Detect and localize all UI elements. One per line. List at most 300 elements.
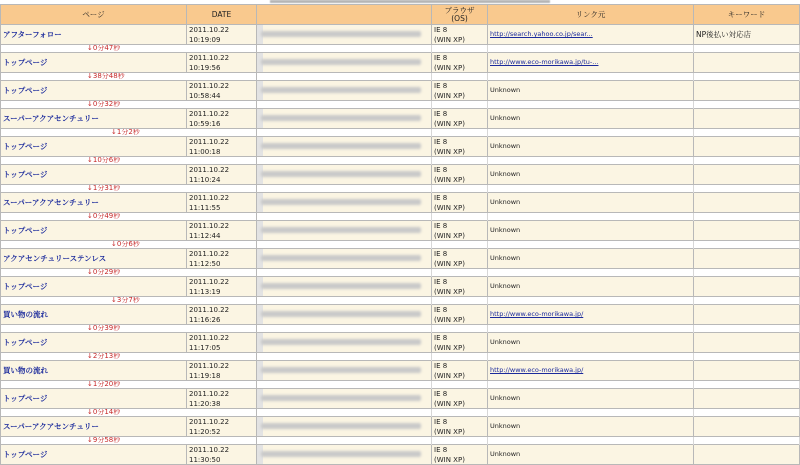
dwell-time-row xyxy=(1,297,800,305)
page-link[interactable]: トップページ xyxy=(3,282,48,291)
browser-name: IE 8 xyxy=(434,306,448,314)
gap-spacer xyxy=(488,353,694,361)
browser-name: IE 8 xyxy=(434,418,448,426)
browser-cell xyxy=(432,417,488,437)
browser-name: IE 8 xyxy=(434,446,448,454)
table-row xyxy=(1,277,800,297)
dwell-time-label: ↓0分39秒 xyxy=(87,324,121,332)
visit-date: 2011.10.22 xyxy=(189,390,230,398)
page-link[interactable]: トップページ xyxy=(3,142,48,151)
gap-spacer xyxy=(488,241,694,249)
dwell-time xyxy=(1,73,257,81)
access-log-body xyxy=(1,25,800,465)
dwell-time xyxy=(1,437,257,445)
gap-spacer xyxy=(488,185,694,193)
page-link[interactable]: トップページ xyxy=(3,86,48,95)
gap-spacer xyxy=(694,353,800,361)
page-link[interactable]: トップページ xyxy=(3,338,48,347)
referrer-text: Unknown xyxy=(490,170,521,178)
gap-spacer xyxy=(432,297,488,305)
visit-time: 11:13:19 xyxy=(189,287,221,296)
gap-spacer xyxy=(694,129,800,137)
page-link[interactable]: トップページ xyxy=(3,170,48,179)
page-link[interactable]: トップページ xyxy=(3,226,48,235)
referrer-cell xyxy=(488,389,694,409)
gap-spacer xyxy=(257,381,432,389)
page-cell xyxy=(1,417,187,437)
table-row xyxy=(1,333,800,353)
dwell-time xyxy=(1,129,257,137)
browser-os: (WIN XP) xyxy=(434,63,465,72)
page-link[interactable]: スーパーアクアセンチュリー xyxy=(3,114,99,123)
visit-time: 11:12:50 xyxy=(189,259,221,268)
gap-spacer xyxy=(432,45,488,53)
visit-time: 11:19:18 xyxy=(189,371,221,380)
visit-time: 11:30:50 xyxy=(189,455,221,464)
table-row xyxy=(1,445,800,465)
visit-time: 11:20:38 xyxy=(189,399,221,408)
gap-spacer xyxy=(432,213,488,221)
gap-spacer xyxy=(432,73,488,81)
dwell-time-label: ↓10分6秒 xyxy=(87,156,121,164)
referrer-cell xyxy=(488,165,694,185)
gap-spacer xyxy=(488,213,694,221)
ip-cell-redacted xyxy=(257,361,432,381)
visit-time: 10:59:16 xyxy=(189,119,221,128)
browser-os: (WIN XP) xyxy=(434,203,465,212)
dwell-time-label: ↓9分58秒 xyxy=(87,436,121,444)
gap-spacer xyxy=(432,241,488,249)
referrer-cell xyxy=(488,417,694,437)
referrer-text: Unknown xyxy=(490,254,521,262)
dwell-time-label: ↓1分20秒 xyxy=(87,380,121,388)
browser-cell xyxy=(432,25,488,45)
ip-cell-redacted xyxy=(257,277,432,297)
browser-name: IE 8 xyxy=(434,138,448,146)
dwell-time xyxy=(1,353,257,361)
page-link[interactable]: トップページ xyxy=(3,58,48,67)
dwell-time-row xyxy=(1,241,800,249)
referrer-link[interactable]: http://www.eco-morikawa.jp/ xyxy=(490,310,584,318)
keyword-cell xyxy=(694,417,800,437)
visit-date: 2011.10.22 xyxy=(189,138,230,146)
table-row xyxy=(1,249,800,269)
gap-spacer xyxy=(488,325,694,333)
dwell-time-row xyxy=(1,185,800,193)
browser-os: (WIN XP) xyxy=(434,259,465,268)
dwell-time-row xyxy=(1,353,800,361)
browser-os: (WIN XP) xyxy=(434,147,465,156)
page-link[interactable]: アクアセンチュリーステンレス xyxy=(3,254,107,263)
browser-cell xyxy=(432,81,488,101)
gap-spacer xyxy=(257,409,432,417)
browser-os: (WIN XP) xyxy=(434,315,465,324)
referrer-cell xyxy=(488,277,694,297)
browser-name: IE 8 xyxy=(434,250,448,258)
visit-time: 11:10:24 xyxy=(189,175,221,184)
gap-spacer xyxy=(257,129,432,137)
gap-spacer xyxy=(488,45,694,53)
keyword-cell xyxy=(694,25,800,45)
ip-cell-redacted xyxy=(257,81,432,101)
gap-spacer xyxy=(257,437,432,445)
page-cell xyxy=(1,445,187,465)
keyword-cell xyxy=(694,81,800,101)
dwell-time xyxy=(1,297,257,305)
browser-os: (WIN XP) xyxy=(434,427,465,436)
ip-cell-redacted xyxy=(257,109,432,129)
referrer-cell xyxy=(488,305,694,325)
gap-spacer xyxy=(694,241,800,249)
page-cell xyxy=(1,25,187,45)
browser-cell xyxy=(432,165,488,185)
keyword-cell xyxy=(694,249,800,269)
page-cell xyxy=(1,193,187,213)
page-cell xyxy=(1,277,187,297)
dwell-time xyxy=(1,269,257,277)
visit-date: 2011.10.22 xyxy=(189,446,230,454)
browser-name: IE 8 xyxy=(434,110,448,118)
ip-cell-redacted xyxy=(257,221,432,241)
visit-date: 2011.10.22 xyxy=(189,26,230,34)
dwell-time xyxy=(1,185,257,193)
gap-spacer xyxy=(257,241,432,249)
gap-spacer xyxy=(432,101,488,109)
date-cell xyxy=(187,305,257,325)
referrer-text: Unknown xyxy=(490,114,521,122)
page-link[interactable]: 買い物の流れ xyxy=(3,366,48,375)
page-link[interactable]: スーパーアクアセンチュリー xyxy=(3,422,99,431)
browser-cell xyxy=(432,137,488,157)
dwell-time-label: ↓1分2秒 xyxy=(111,128,140,136)
referrer-text: Unknown xyxy=(490,282,521,290)
referrer-cell xyxy=(488,221,694,241)
table-row xyxy=(1,193,800,213)
visit-time: 10:19:09 xyxy=(189,35,221,44)
referrer-link[interactable]: http://www.eco-morikawa.jp/tu-... xyxy=(490,58,599,66)
keyword-cell xyxy=(694,277,800,297)
referrer-cell xyxy=(488,81,694,101)
gap-spacer xyxy=(694,45,800,53)
date-cell xyxy=(187,221,257,241)
page-cell xyxy=(1,109,187,129)
gap-spacer xyxy=(257,73,432,81)
gap-spacer xyxy=(488,269,694,277)
table-row xyxy=(1,109,800,129)
column-header-date: DATE xyxy=(187,5,257,25)
ip-cell-redacted xyxy=(257,417,432,437)
browser-cell xyxy=(432,333,488,353)
gap-spacer xyxy=(694,269,800,277)
visit-date: 2011.10.22 xyxy=(189,418,230,426)
gap-spacer xyxy=(432,325,488,333)
column-header-keyword: キーワード xyxy=(694,5,800,25)
visit-time: 11:16:26 xyxy=(189,315,221,324)
gap-spacer xyxy=(432,185,488,193)
gap-spacer xyxy=(694,73,800,81)
browser-name: IE 8 xyxy=(434,26,448,34)
date-cell xyxy=(187,361,257,381)
gap-spacer xyxy=(694,325,800,333)
access-log-table xyxy=(0,4,800,465)
referrer-cell xyxy=(488,249,694,269)
gap-spacer xyxy=(257,157,432,165)
table-header-row xyxy=(1,5,800,25)
dwell-time xyxy=(1,213,257,221)
dwell-time-label: ↓0分6秒 xyxy=(111,240,140,248)
browser-cell xyxy=(432,277,488,297)
gap-spacer xyxy=(694,437,800,445)
gap-spacer xyxy=(257,45,432,53)
table-row xyxy=(1,361,800,381)
dwell-time-row xyxy=(1,269,800,277)
referrer-text: Unknown xyxy=(490,198,521,206)
gap-spacer xyxy=(257,269,432,277)
dwell-time xyxy=(1,325,257,333)
page-cell xyxy=(1,389,187,409)
page-cell xyxy=(1,305,187,325)
dwell-time xyxy=(1,409,257,417)
dwell-time-label: ↓38分48秒 xyxy=(87,72,125,80)
browser-name: IE 8 xyxy=(434,166,448,174)
keyword-cell xyxy=(694,333,800,353)
browser-os: (WIN XP) xyxy=(434,91,465,100)
visit-date: 2011.10.22 xyxy=(189,82,230,90)
gap-spacer xyxy=(694,185,800,193)
table-row xyxy=(1,53,800,73)
visit-time: 11:00:18 xyxy=(189,147,221,156)
browser-os: (WIN XP) xyxy=(434,231,465,240)
keyword-cell xyxy=(694,445,800,465)
browser-cell xyxy=(432,109,488,129)
dwell-time-row xyxy=(1,437,800,445)
table-row xyxy=(1,137,800,157)
visit-date: 2011.10.22 xyxy=(189,110,230,118)
page-link[interactable]: トップページ xyxy=(3,450,48,459)
date-cell xyxy=(187,193,257,213)
gap-spacer xyxy=(488,409,694,417)
browser-cell xyxy=(432,53,488,73)
gap-spacer xyxy=(432,353,488,361)
date-cell xyxy=(187,333,257,353)
browser-name: IE 8 xyxy=(434,278,448,286)
gap-spacer xyxy=(488,129,694,137)
dwell-time-row xyxy=(1,129,800,137)
date-cell xyxy=(187,389,257,409)
gap-spacer xyxy=(432,409,488,417)
gap-spacer xyxy=(257,185,432,193)
browser-os: (WIN XP) xyxy=(434,399,465,408)
gap-spacer xyxy=(488,381,694,389)
dwell-time xyxy=(1,381,257,389)
page-cell xyxy=(1,137,187,157)
table-row xyxy=(1,417,800,437)
dwell-time-row xyxy=(1,325,800,333)
browser-cell xyxy=(432,445,488,465)
visit-date: 2011.10.22 xyxy=(189,250,230,258)
browser-name: IE 8 xyxy=(434,222,448,230)
referrer-cell xyxy=(488,361,694,381)
dwell-time-label: ↓0分47秒 xyxy=(87,44,121,52)
dwell-time-label: ↓0分32秒 xyxy=(87,100,121,108)
gap-spacer xyxy=(257,325,432,333)
visit-date: 2011.10.22 xyxy=(189,306,230,314)
dwell-time xyxy=(1,45,257,53)
browser-cell xyxy=(432,305,488,325)
table-row xyxy=(1,305,800,325)
browser-name: IE 8 xyxy=(434,334,448,342)
gap-spacer xyxy=(694,381,800,389)
browser-cell xyxy=(432,221,488,241)
page-link[interactable]: アフターフォロー xyxy=(3,30,62,39)
visit-date: 2011.10.22 xyxy=(189,222,230,230)
visit-time: 11:12:44 xyxy=(189,231,221,240)
gap-spacer xyxy=(488,73,694,81)
browser-os: (WIN XP) xyxy=(434,175,465,184)
visit-date: 2011.10.22 xyxy=(189,278,230,286)
referrer-cell xyxy=(488,53,694,73)
dwell-time-row xyxy=(1,73,800,81)
table-row xyxy=(1,81,800,101)
referrer-text: Unknown xyxy=(490,422,521,430)
page-cell xyxy=(1,361,187,381)
keyword-cell xyxy=(694,165,800,185)
gap-spacer xyxy=(257,213,432,221)
referrer-link[interactable]: http://search.yahoo.co.jp/sear... xyxy=(490,30,593,38)
ip-cell-redacted xyxy=(257,249,432,269)
dwell-time-label: ↓0分14秒 xyxy=(87,408,121,416)
date-cell xyxy=(187,109,257,129)
browser-os: (WIN XP) xyxy=(434,455,465,464)
gap-spacer xyxy=(488,437,694,445)
browser-os: (WIN XP) xyxy=(434,119,465,128)
visit-date: 2011.10.22 xyxy=(189,194,230,202)
dwell-time-row xyxy=(1,45,800,53)
gap-spacer xyxy=(694,409,800,417)
gap-spacer xyxy=(694,213,800,221)
referrer-cell xyxy=(488,25,694,45)
keyword-text: NP後払い対応店 xyxy=(696,30,752,39)
keyword-cell xyxy=(694,305,800,325)
browser-os: (WIN XP) xyxy=(434,371,465,380)
visit-date: 2011.10.22 xyxy=(189,334,230,342)
dwell-time-label: ↓2分13秒 xyxy=(87,352,121,360)
dwell-time-row xyxy=(1,101,800,109)
gap-spacer xyxy=(257,101,432,109)
date-cell xyxy=(187,445,257,465)
page-cell xyxy=(1,333,187,353)
visit-date: 2011.10.22 xyxy=(189,362,230,370)
referrer-cell xyxy=(488,333,694,353)
referrer-text: Unknown xyxy=(490,226,521,234)
keyword-cell xyxy=(694,53,800,73)
dwell-time xyxy=(1,157,257,165)
browser-os: (WIN XP) xyxy=(434,343,465,352)
visit-time: 10:19:56 xyxy=(189,63,221,72)
column-header-browser-label: ブラウザ (OS) xyxy=(444,5,475,23)
ip-cell-redacted xyxy=(257,25,432,45)
page-link[interactable]: スーパーアクアセンチュリー xyxy=(3,198,99,207)
visit-date: 2011.10.22 xyxy=(189,166,230,174)
gap-spacer xyxy=(488,157,694,165)
date-cell xyxy=(187,417,257,437)
referrer-text: Unknown xyxy=(490,86,521,94)
dwell-time-label: ↓0分29秒 xyxy=(87,268,121,276)
visit-date: 2011.10.22 xyxy=(189,54,230,62)
gap-spacer xyxy=(432,157,488,165)
keyword-cell xyxy=(694,361,800,381)
gap-spacer xyxy=(488,297,694,305)
gap-spacer xyxy=(694,157,800,165)
browser-name: IE 8 xyxy=(434,194,448,202)
browser-cell xyxy=(432,389,488,409)
date-cell xyxy=(187,53,257,73)
visit-time: 11:11:55 xyxy=(189,203,221,212)
keyword-cell xyxy=(694,193,800,213)
page-link[interactable]: 買い物の流れ xyxy=(3,310,48,319)
ip-cell-redacted xyxy=(257,305,432,325)
gap-spacer xyxy=(432,129,488,137)
page-cell xyxy=(1,165,187,185)
column-header-page: ページ xyxy=(1,5,187,25)
gap-spacer xyxy=(694,297,800,305)
dwell-time-row xyxy=(1,409,800,417)
browser-cell xyxy=(432,193,488,213)
referrer-text: Unknown xyxy=(490,338,521,346)
date-cell xyxy=(187,277,257,297)
page-cell xyxy=(1,81,187,101)
referrer-link[interactable]: http://www.eco-morikawa.jp/ xyxy=(490,366,584,374)
dwell-time-row xyxy=(1,157,800,165)
browser-name: IE 8 xyxy=(434,362,448,370)
ip-cell-redacted xyxy=(257,137,432,157)
browser-name: IE 8 xyxy=(434,54,448,62)
ip-cell-redacted xyxy=(257,165,432,185)
referrer-text: Unknown xyxy=(490,394,521,402)
ip-cell-redacted xyxy=(257,333,432,353)
dwell-time-label: ↓3分7秒 xyxy=(111,296,140,304)
table-row xyxy=(1,389,800,409)
date-cell xyxy=(187,249,257,269)
page-cell xyxy=(1,221,187,241)
visit-time: 11:17:05 xyxy=(189,343,221,352)
table-row xyxy=(1,165,800,185)
gap-spacer xyxy=(488,101,694,109)
table-row xyxy=(1,25,800,45)
browser-cell xyxy=(432,361,488,381)
dwell-time-row xyxy=(1,213,800,221)
column-header-ip xyxy=(257,5,432,25)
gap-spacer xyxy=(432,269,488,277)
gap-spacer xyxy=(432,437,488,445)
ip-cell-redacted xyxy=(257,389,432,409)
dwell-time-label: ↓0分49秒 xyxy=(87,212,121,220)
dwell-time xyxy=(1,101,257,109)
dwell-time-label: ↓1分31秒 xyxy=(87,184,121,192)
keyword-cell xyxy=(694,109,800,129)
visit-time: 10:58:44 xyxy=(189,91,221,100)
page-link[interactable]: トップページ xyxy=(3,394,48,403)
date-cell xyxy=(187,165,257,185)
referrer-text: Unknown xyxy=(490,450,521,458)
page-cell xyxy=(1,53,187,73)
gap-spacer xyxy=(257,353,432,361)
browser-os: (WIN XP) xyxy=(434,35,465,44)
referrer-text: Unknown xyxy=(490,142,521,150)
referrer-cell xyxy=(488,137,694,157)
keyword-cell xyxy=(694,389,800,409)
page-cell xyxy=(1,249,187,269)
